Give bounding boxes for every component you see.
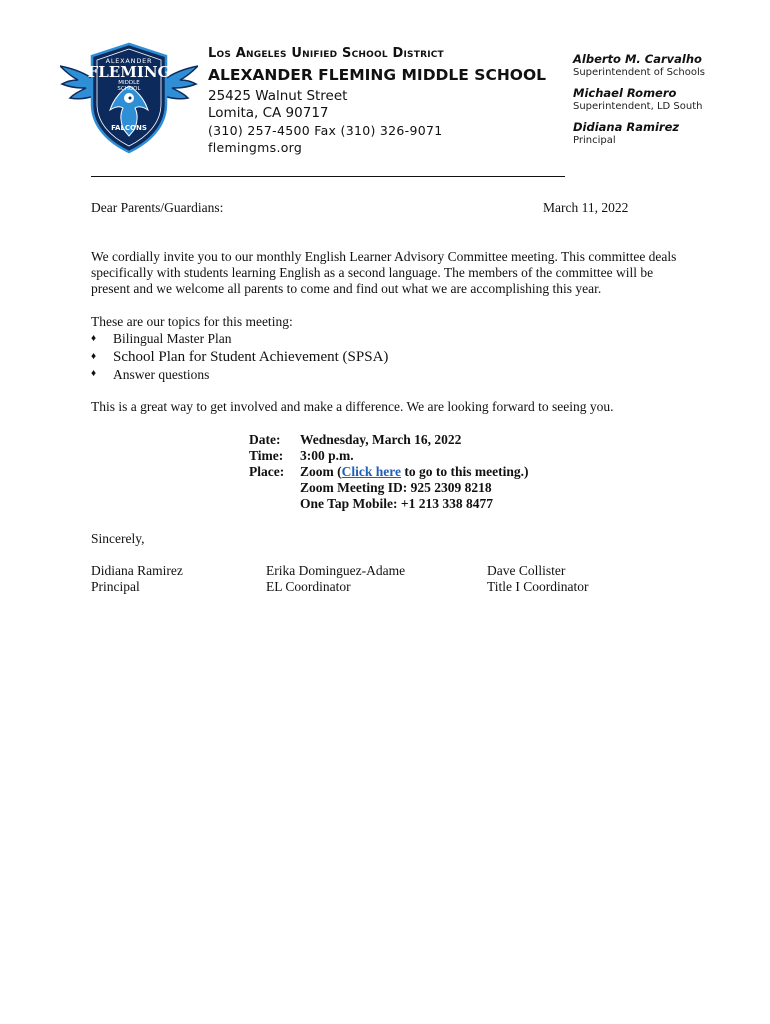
diamond-bullet-icon: ♦ xyxy=(91,368,97,379)
official-title: Superintendent, LD South xyxy=(573,101,703,112)
list-item xyxy=(91,366,388,384)
diamond-bullet-icon: ♦ xyxy=(91,333,97,344)
logo-text-top: ALEXANDER xyxy=(105,57,153,65)
topics-list xyxy=(91,331,388,384)
time-label: Time: xyxy=(249,448,284,463)
header-divider xyxy=(91,176,565,177)
closing-salutation: Sincerely, xyxy=(91,531,145,546)
date-value: Wednesday, March 16, 2022 xyxy=(300,432,462,447)
official-name: Didiana Ramirez xyxy=(573,120,680,134)
signer-name: Dave Collister xyxy=(487,563,566,578)
official-superintendent xyxy=(573,52,705,79)
school-logo xyxy=(60,42,198,154)
logo-text-bottom: FALCONS xyxy=(111,124,147,132)
signer-title: EL Coordinator xyxy=(266,579,351,594)
official-name: Alberto M. Carvalho xyxy=(573,52,702,66)
invitation-paragraph: We cordially invite you to our monthly English Learner Advisory Committee meeting. This committee deals specifically with students learning English as a second language. The members of the committee will be present and we welcome all parents to come and find out what we are accomplishing this year. xyxy=(91,249,677,296)
letter-date: March 11, 2022 xyxy=(543,200,629,215)
official-title: Superintendent of Schools xyxy=(573,67,705,78)
one-tap-row xyxy=(249,496,528,512)
topics-intro: These are our topics for this meeting: xyxy=(91,314,293,329)
meeting-id-row xyxy=(249,480,528,496)
place-value xyxy=(300,464,528,480)
date-label: Date: xyxy=(249,432,281,447)
place-label: Place: xyxy=(249,464,285,479)
list-item xyxy=(91,331,388,348)
signature-block xyxy=(266,563,405,595)
signature-block xyxy=(91,563,183,595)
logo-text-school: SCHOOL xyxy=(117,86,141,92)
signer-title: Title I Coordinator xyxy=(487,579,589,594)
zoom-link[interactable]: Click here xyxy=(341,464,401,479)
address-line1: 25425 Walnut Street xyxy=(208,88,348,104)
logo-text-middle: MIDDLE xyxy=(118,80,140,86)
closing-paragraph: This is a great way to get involved and make a difference. We are looking forward to seeing you. xyxy=(91,399,614,414)
meeting-details xyxy=(249,432,528,512)
signer-name: Didiana Ramirez xyxy=(91,563,183,578)
topic-label: Bilingual Master Plan xyxy=(113,331,232,346)
signer-name: Erika Dominguez-Adame xyxy=(266,563,406,578)
officials-list xyxy=(573,52,705,154)
official-title: Principal xyxy=(573,135,616,146)
official-local-superintendent xyxy=(573,86,705,113)
district-name: Los Angeles Unified School District xyxy=(208,46,444,61)
place-prefix: Zoom ( xyxy=(300,464,342,479)
signature-block xyxy=(487,563,589,595)
phone-fax: (310) 257-4500 Fax (310) 326-9071 xyxy=(208,123,443,138)
signer-title: Principal xyxy=(91,579,140,594)
topic-label: Answer questions xyxy=(113,367,210,382)
official-principal xyxy=(573,120,705,147)
greeting: Dear Parents/Guardians: xyxy=(91,200,224,215)
website-link[interactable]: flemingms.org xyxy=(208,140,303,155)
list-item xyxy=(91,348,388,366)
meeting-date-row xyxy=(249,432,528,448)
school-name: ALEXANDER FLEMING MIDDLE SCHOOL xyxy=(208,66,547,84)
meeting-place-row xyxy=(249,464,528,480)
topic-label: School Plan for Student Achievement (SPSA) xyxy=(113,349,389,365)
logo-text-main: FLEMING xyxy=(87,63,171,81)
zoom-meeting-id: Zoom Meeting ID: 925 2309 8218 xyxy=(300,480,492,495)
one-tap-mobile: One Tap Mobile: +1 213 338 8477 xyxy=(300,496,493,511)
diamond-bullet-icon: ♦ xyxy=(91,351,97,362)
place-suffix: to go to this meeting.) xyxy=(401,464,529,479)
meeting-time-row xyxy=(249,448,528,464)
letterhead xyxy=(208,46,546,156)
address-line2: Lomita, CA 90717 xyxy=(208,105,329,121)
official-name: Michael Romero xyxy=(573,86,677,100)
time-value: 3:00 p.m. xyxy=(300,448,354,463)
